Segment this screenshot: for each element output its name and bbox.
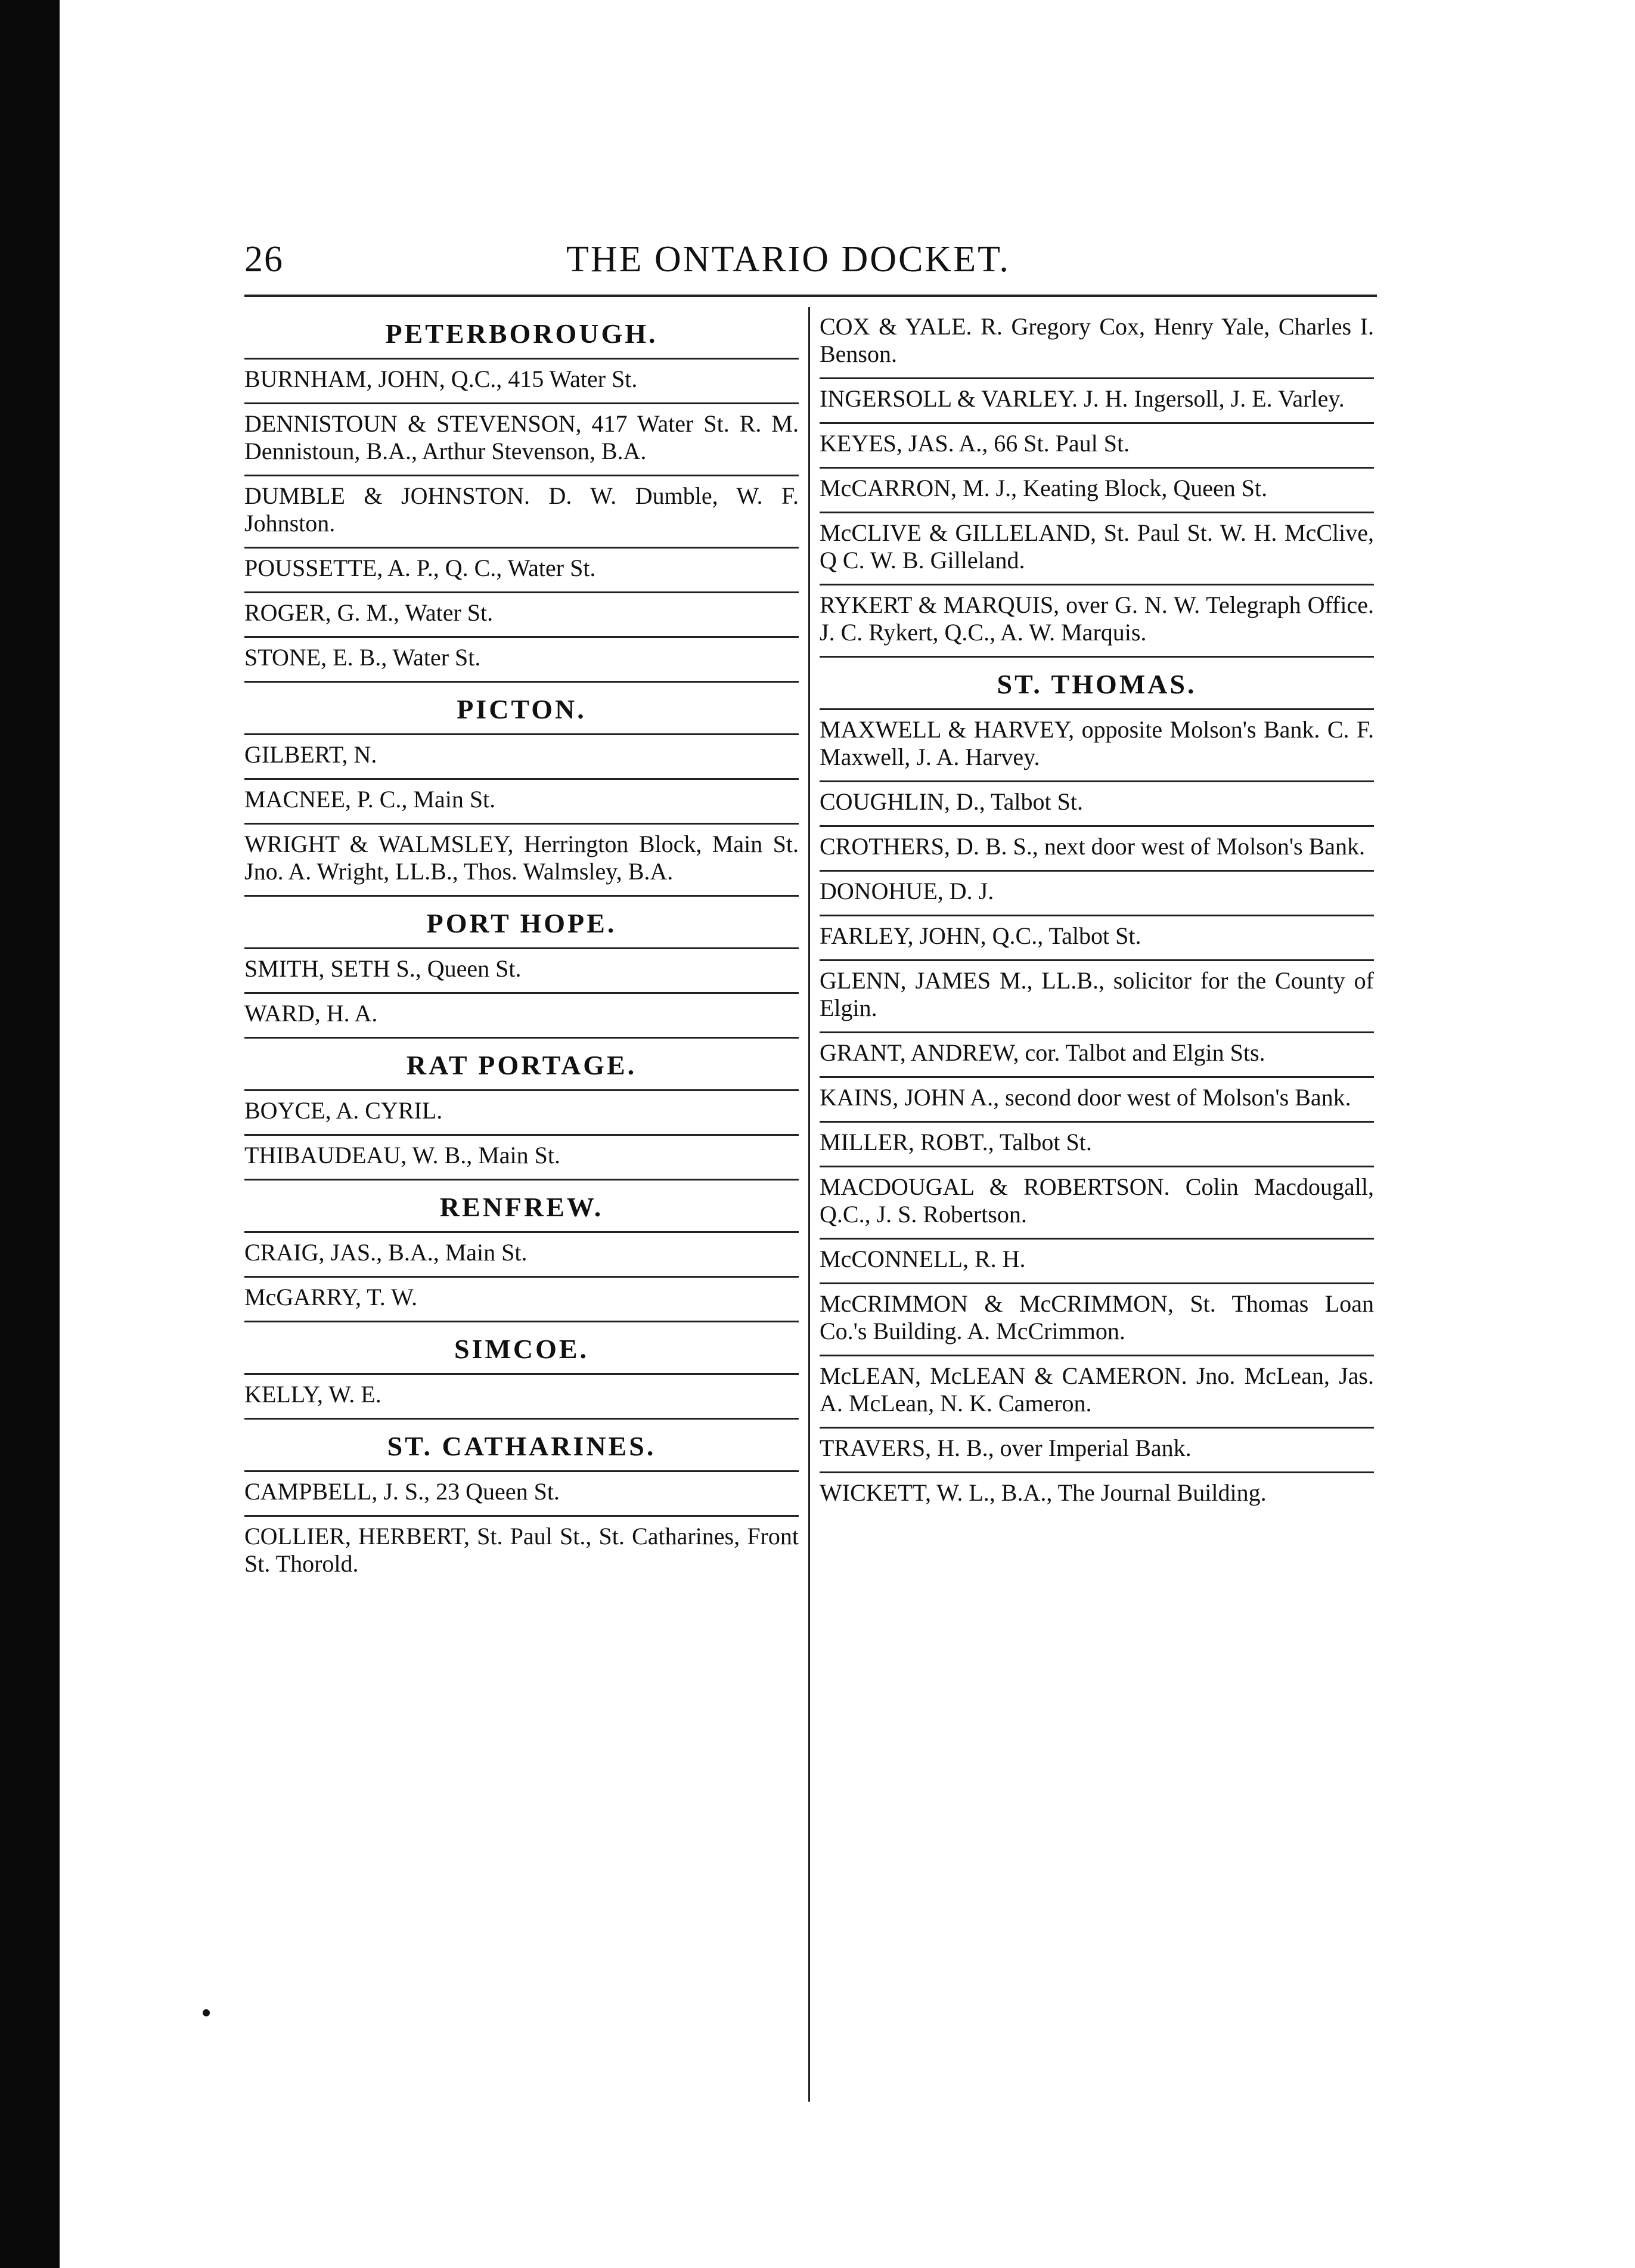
directory-entry: CRAIG, JAS., B.A., Main St. bbox=[244, 1231, 799, 1278]
directory-entry: INGERSOLL & VARLEY. J. H. Ingersoll, J. E. Varley. bbox=[820, 379, 1374, 424]
page bbox=[244, 238, 1377, 1577]
directory-entry: McGARRY, T. W. bbox=[244, 1278, 799, 1322]
directory-entry: McCARRON, M. J., Keating Block, Queen St. bbox=[820, 469, 1374, 513]
section-title: ST. THOMAS. bbox=[997, 669, 1197, 699]
directory-entry: STONE, E. B., Water St. bbox=[244, 638, 799, 683]
directory-entry: POUSSETTE, A. P., Q. C., Water St. bbox=[244, 549, 799, 593]
directory-entry: MILLER, ROBT., Talbot St. bbox=[820, 1123, 1374, 1167]
directory-entry: DUMBLE & JOHNSTON. D. W. Dumble, W. F. Johnston. bbox=[244, 476, 799, 549]
section-title: RENFREW. bbox=[439, 1192, 604, 1222]
directory-entry: ROGER, G. M., Water St. bbox=[244, 593, 799, 638]
directory-entry: FARLEY, JOHN, Q.C., Talbot St. bbox=[820, 916, 1374, 961]
directory-entry: WRIGHT & WALMSLEY, Herrington Block, Main St. Jno. A. Wright, LL.B., Thos. Walmsley, B.A. bbox=[244, 825, 799, 897]
directory-entry: COLLIER, HERBERT, St. Paul St., St. Catharines, Front St. Thorold. bbox=[244, 1523, 799, 1577]
directory-entry: MACNEE, P. C., Main St. bbox=[244, 780, 799, 825]
running-head bbox=[244, 238, 1377, 292]
book-binding-edge bbox=[0, 0, 60, 2268]
stray-mark bbox=[203, 2009, 210, 2016]
directory-entry: MAXWELL & HARVEY, opposite Molson's Bank. C. F. Maxwell, J. A. Harvey. bbox=[820, 708, 1374, 782]
directory-entry: GRANT, ANDREW, cor. Talbot and Elgin Sts. bbox=[820, 1033, 1374, 1078]
directory-entry: McLEAN, McLEAN & CAMERON. Jno. McLean, Jas. A. McLean, N. K. Cameron. bbox=[820, 1356, 1374, 1429]
header-rule bbox=[244, 295, 1377, 297]
section-title: PETERBOROUGH. bbox=[385, 318, 658, 349]
section-title: RAT PORTAGE. bbox=[406, 1050, 637, 1080]
section-title: PORT HOPE. bbox=[426, 908, 617, 938]
directory-entry: McCRIMMON & McCRIMMON, St. Thomas Loan Co.'s Building. A. McCrimmon. bbox=[820, 1284, 1374, 1356]
directory-entry: CROTHERS, D. B. S., next door west of Molson's Bank. bbox=[820, 827, 1374, 872]
directory-entry: TRAVERS, H. B., over Imperial Bank. bbox=[820, 1429, 1374, 1473]
directory-entry: DENNISTOUN & STEVENSON, 417 Water St. R. M. Dennistoun, B.A., Arthur Stevenson, B.A. bbox=[244, 404, 799, 476]
directory-entry: THIBAUDEAU, W. B., Main St. bbox=[244, 1136, 799, 1181]
section-title: PICTON. bbox=[457, 694, 587, 724]
right-column bbox=[820, 307, 1374, 1516]
directory-entry: GILBERT, N. bbox=[244, 733, 799, 780]
directory-entry: SMITH, SETH S., Queen St. bbox=[244, 947, 799, 994]
directory-entry: CAMPBELL, J. S., 23 Queen St. bbox=[244, 1470, 799, 1517]
directory-entry: RYKERT & MARQUIS, over G. N. W. Telegraph Office. J. C. Rykert, Q.C., A. W. Marquis. bbox=[820, 585, 1374, 658]
section-title: SIMCOE. bbox=[454, 1334, 590, 1364]
page-title: THE ONTARIO DOCKET. bbox=[566, 239, 1010, 280]
directory-entry: McCLIVE & GILLELAND, St. Paul St. W. H. McClive, Q C. W. B. Gilleland. bbox=[820, 513, 1374, 585]
directory-entry: BOYCE, A. CYRIL. bbox=[244, 1089, 799, 1136]
left-column bbox=[244, 307, 799, 1587]
page-number: 26 bbox=[244, 239, 284, 280]
directory-entry: COX & YALE. R. Gregory Cox, Henry Yale, Charles I. Benson. bbox=[820, 307, 1374, 379]
directory-entry: KEYES, JAS. A., 66 St. Paul St. bbox=[820, 424, 1374, 469]
directory-entry: KAINS, JOHN A., second door west of Molson's Bank. bbox=[820, 1078, 1374, 1123]
directory-entry: BURNHAM, JOHN, Q.C., 415 Water St. bbox=[244, 358, 799, 404]
section-title: ST. CATHARINES. bbox=[387, 1431, 656, 1461]
directory-entry: WICKETT, W. L., B.A., The Journal Building. bbox=[820, 1479, 1267, 1506]
directory-entry: MACDOUGAL & ROBERTSON. Colin Macdougall, Q.C., J. S. Robertson. bbox=[820, 1167, 1374, 1240]
column-divider bbox=[808, 307, 810, 2102]
directory-entry: COUGHLIN, D., Talbot St. bbox=[820, 782, 1374, 827]
directory-entry: KELLY, W. E. bbox=[244, 1373, 799, 1420]
directory-entry: DONOHUE, D. J. bbox=[820, 872, 1374, 916]
directory-entry: GLENN, JAMES M., LL.B., solicitor for the County of Elgin. bbox=[820, 961, 1374, 1033]
directory-entry: McCONNELL, R. H. bbox=[820, 1240, 1374, 1284]
directory-entry: WARD, H. A. bbox=[244, 994, 799, 1039]
